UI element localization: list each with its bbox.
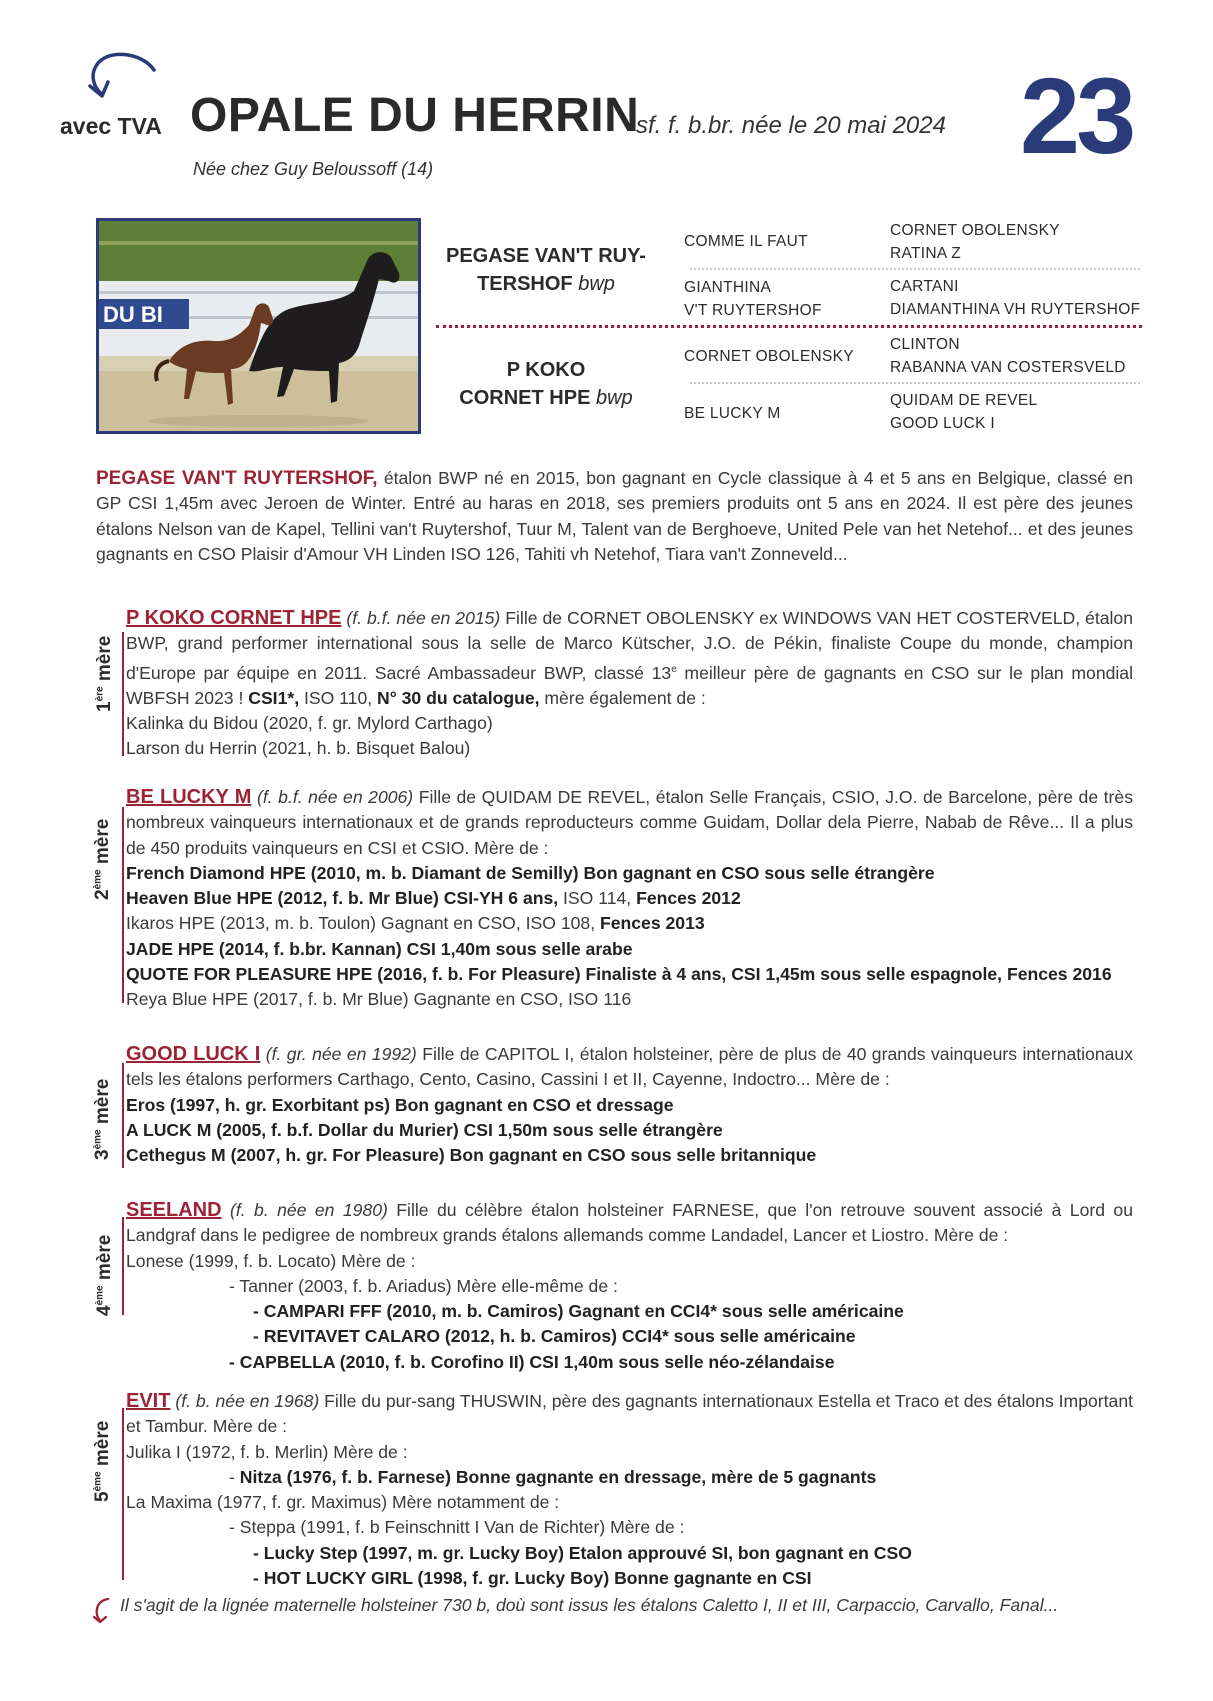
dam-name-line1: P KOKO xyxy=(506,359,586,381)
dam-name-line2-wrap xyxy=(430,384,662,412)
nitza-dash: - xyxy=(229,1466,240,1487)
pedigree-dam xyxy=(430,356,662,412)
mare-3-produce-3: Cethegus M (2007, h. gr. For Pleasure) Bon gagnant en CSO sous selle britannique xyxy=(126,1145,817,1166)
gen-word: mère xyxy=(92,818,113,870)
mare-2-produce-french-diamond: French Diamond HPE (2010, m. b. Diamant de Semilly) Bon gagnant en CSO sous selle étrangère xyxy=(126,862,935,883)
lot-number: 23 xyxy=(1020,55,1133,176)
sire-name-line2-wrap xyxy=(430,270,662,298)
gen-word: mère xyxy=(94,1234,115,1286)
mare-4-revitavet: - REVITAVET CALARO (2012, h. b. Camiros) CCI4* sous selle américaine xyxy=(253,1326,856,1347)
sire-name-line2: TERSHOF xyxy=(477,273,573,295)
gen-bar xyxy=(122,1063,124,1168)
gg-5: CLINTON xyxy=(890,336,960,353)
mare-2-info: (f. b.f. née en 2006) xyxy=(256,787,414,807)
mare-1-iso: ISO 110, xyxy=(299,687,378,708)
gg-4: DIAMANTHINA VH RUYTERSHOF xyxy=(890,301,1141,318)
mare-5-lucky-step: - Lucky Step (1997, m. gr. Lucky Boy) Etalon approuvé SI, bon gagnant en CSO xyxy=(253,1542,912,1563)
mare-5-nitza xyxy=(126,1465,1133,1490)
mare-1-info: (f. b.f. née en 2015) xyxy=(346,608,501,628)
gen-number: 4 xyxy=(94,1305,115,1316)
mare-1-produce-1: Kalinka du Bidou (2020, f. gr. Mylord Carthago) xyxy=(126,713,493,734)
mare-2-produce-ikaros xyxy=(126,911,1133,936)
gen-word: mère xyxy=(94,635,115,687)
gen-bar xyxy=(122,807,124,1003)
mare-1-produce-2: Larson du Herrin (2021, h. b. Bisquet Balou) xyxy=(126,738,471,759)
mare-1-text-b: meilleur père de gagnants en CSO sur le plan mondial WBFSH 2023 ! xyxy=(126,662,1133,708)
mare-2-name: BE LUCKY M xyxy=(126,786,252,808)
gen-number: 2 xyxy=(92,889,113,900)
mare-1-text-sup: e xyxy=(671,663,677,675)
mare-3-text: Fille de CAPITOL I, étalon holsteiner, père de plus de 40 grands vainqueurs internationaux tels les étalons performers Carthago, Cento, Casino, Cassini I et II, Cayenne, Indoctro... Mère de : xyxy=(126,1044,1133,1090)
sire-dam-line2: V'T RUYTERSHOF xyxy=(684,302,822,319)
gen-label-2 xyxy=(92,819,114,900)
sire-dam-line1: GIANTHINA xyxy=(684,279,772,296)
mare-1-block xyxy=(126,606,1133,762)
curved-arrow-icon xyxy=(76,48,166,108)
gen-number: 3 xyxy=(92,1149,113,1160)
gg-6: RABANNA VAN COSTERSVELD xyxy=(890,359,1126,376)
mare-1-text-a: Fille de CORNET OBOLENSKY ex WINDOWS VAN HET COSTERVELD, étalon BWP, grand performer international sous la selle de Marco Kütscher, J.O. de Pékin, finaliste Coupe du monde, champion d'Europe par équipe en 2011. Sacré Ambassadeur BWP, classé 13 xyxy=(126,608,1133,683)
mare-2-produce-reya: Reya Blue HPE (2017, f. b. Mr Blue) Gagnante en CSO, ISO 116 xyxy=(126,989,632,1010)
mare-3-block xyxy=(126,1042,1133,1168)
mare-4-campari: - CAMPARI FFF (2010, m. b. Camiros) Gagnant en CCI4* sous selle américaine xyxy=(253,1301,904,1322)
gen-bar xyxy=(122,632,124,756)
pedigree-gg-block-4 xyxy=(890,389,1037,435)
mare-5-block xyxy=(126,1389,1133,1591)
gg-8: GOOD LUCK I xyxy=(890,415,995,432)
sire-paragraph-name: PEGASE VAN'T RUYTERSHOF, xyxy=(96,468,378,489)
sire-name-line1: PEGASE VAN'T RUY- xyxy=(446,245,646,267)
gen-label-4 xyxy=(94,1235,116,1316)
gen-number: 1 xyxy=(94,701,115,712)
mare-2-produce-jade: JADE HPE (2014, f. b.br. Kannan) CSI 1,40m sous selle arabe xyxy=(126,938,633,959)
pedigree-sire-sire: COMME IL FAUT xyxy=(684,233,808,250)
mare-4-info: (f. b. née en 1980) xyxy=(230,1200,388,1220)
mare-2-produce-heaven-blue xyxy=(126,886,1133,911)
sire-paragraph-text: étalon BWP né en 2015, bon gagnant en Cycle classique à 4 et 5 ans en Belgique, classé en GP CSI 1,45m avec Jeroen de Winter. Entré au haras en 2018, ses premiers produits ont 5 ans en 2024. Il est père des jeunes étalons Nelson van de Kapel, Tellini van't Ruytershof, Tuur M, Talent van de Berghoeve, United Pele van het Netehof... et des jeunes gagnants en CSO Plaisir d'Amour VH Linden ISO 126, Tahiti vh Netehof, Tiara van't Zonneveld... xyxy=(96,468,1133,564)
horse-description: sf. f. b.br. née le 20 mai 2024 xyxy=(636,112,946,139)
mare-3-intro xyxy=(126,1042,1133,1093)
pedigree-gg-block-1 xyxy=(890,219,1060,265)
gen-bar xyxy=(122,1408,124,1580)
mare-5-julika: Julika I (1972, f. b. Merlin) Mère de : xyxy=(126,1441,408,1462)
sire-paragraph xyxy=(96,466,1133,567)
pedigree-gg-block-3 xyxy=(890,333,1126,379)
gen-label-1 xyxy=(94,636,116,712)
gen-label-5 xyxy=(92,1421,114,1502)
sire-breed: bwp xyxy=(578,273,615,295)
mare-4-name: SEELAND xyxy=(126,1199,222,1221)
mare-4-text: Fille du célèbre étalon holsteiner FARNESE, que l'on retrouve souvent associé à Lord ou Landgraf dans le pedigree de nombreux grands étalons allemands comme Landadel, Lancer et Liostro. Mère de : xyxy=(126,1200,1134,1246)
gen-word: mère xyxy=(92,1078,113,1130)
gen-label-3 xyxy=(92,1079,114,1160)
gen-number: 5 xyxy=(92,1491,113,1502)
horse-name: OPALE DU HERRIN xyxy=(190,89,640,142)
mare-2-block xyxy=(126,785,1133,1013)
mare-1-catalogue: N° 30 du catalogue, xyxy=(377,687,540,708)
ikaros-fences: Fences 2013 xyxy=(599,913,705,934)
mare-2-text: Fille de QUIDAM DE REVEL, étalon Selle Français, CSIO, J.O. de Barcelone, père de très nombreux vainqueurs internationaux et de grands reproducteurs comme Guidam, Dollar dela Pierre, Nabab de Rêve... Il a plus de 450 produits vainqueurs en CSI et CSIO. Mère de : xyxy=(126,787,1133,858)
banner-text: DU BI xyxy=(103,302,163,327)
dam-name-line2: CORNET HPE xyxy=(459,387,591,409)
gen-sup: ème xyxy=(92,869,104,890)
mare-2-produce-quote: QUOTE FOR PLEASURE HPE (2016, f. b. For Pleasure) Finaliste à 4 ans, CSI 1,45m sous selle espagnole, Fences 2016 xyxy=(126,964,1112,985)
mare-3-name: GOOD LUCK I xyxy=(126,1043,261,1065)
gg-2: RATINA Z xyxy=(890,245,962,262)
pedigree-sire-dam xyxy=(684,276,822,322)
mare-5-info: (f. b. née en 1968) xyxy=(175,1391,320,1411)
mare-1-tail: mère également de : xyxy=(539,687,706,708)
mare-3-produce-1: Eros (1997, h. gr. Exorbitant ps) Bon gagnant en CSO et dressage xyxy=(126,1094,674,1115)
mare-4-intro xyxy=(126,1198,1133,1249)
pedigree-dam-sire: CORNET OBOLENSKY xyxy=(684,348,854,365)
ikaros-text: Ikaros HPE (2013, m. b. Toulon) Gagnant en CSO, ISO 108, xyxy=(126,913,600,934)
heaven-blue-iso: ISO 114, xyxy=(558,888,637,909)
gg-1: CORNET OBOLENSKY xyxy=(890,222,1060,239)
dam-breed: bwp xyxy=(595,387,633,409)
heaven-blue-bold: Heaven Blue HPE (2012, f. b. Mr Blue) CSI-YH 6 ans, xyxy=(126,888,559,909)
mare-5-steppa: - Steppa (1991, f. b Feinschnitt I Van de Richter) Mère de : xyxy=(229,1517,685,1538)
mare-5-intro xyxy=(126,1389,1133,1440)
pedigree-divider xyxy=(690,382,1140,384)
pedigree-main-divider xyxy=(436,325,1142,328)
mare-1-name: P KOKO CORNET HPE xyxy=(126,607,342,629)
vat-label: avec TVA xyxy=(60,113,162,139)
mare-4-capbella: - CAPBELLA (2010, f. b. Corofino II) CSI 1,40m sous selle néo-zélandaise xyxy=(229,1351,835,1372)
pedigree-gg-block-2 xyxy=(890,275,1140,321)
heaven-blue-fences: Fences 2012 xyxy=(636,888,741,909)
gen-word: mère xyxy=(92,1420,113,1472)
mare-3-info: (f. gr. née en 1992) xyxy=(265,1044,417,1064)
gen-sup: ème xyxy=(92,1471,104,1492)
gen-sup: ème xyxy=(94,1285,106,1306)
mare-1-csi: CSI1*, xyxy=(248,687,300,708)
mare-5-maxima: La Maxima (1977, f. gr. Maximus) Mère notamment de : xyxy=(126,1492,560,1513)
mare-1-intro xyxy=(126,606,1133,711)
pedigree-divider xyxy=(690,268,1140,270)
pedigree-dam-dam: BE LUCKY M xyxy=(684,405,781,422)
mare-3-produce-2: A LUCK M (2005, f. b.f. Dollar du Murier) CSI 1,50m sous selle étrangère xyxy=(126,1119,723,1140)
pedigree-sire xyxy=(430,242,662,298)
mare-4-block xyxy=(126,1198,1133,1375)
nitza-text: Nitza (1976, f. b. Farnese) Bonne gagnante en dressage, mère de 5 gagnants xyxy=(239,1466,877,1487)
mare-4-lonese: Lonese (1999, f. b. Locato) Mère de : xyxy=(126,1250,416,1271)
gen-sup: ème xyxy=(92,1129,104,1150)
mare-4-tanner: - Tanner (2003, f. b. Ariadus) Mère elle-même de : xyxy=(229,1275,618,1296)
gen-sup: ère xyxy=(94,686,106,702)
gg-7: QUIDAM DE REVEL xyxy=(890,392,1038,409)
gg-3: CARTANI xyxy=(890,278,959,295)
gen-bar xyxy=(122,1217,124,1315)
hook-arrow-icon xyxy=(88,1595,114,1625)
mare-2-intro xyxy=(126,785,1133,861)
mare-5-name: EVIT xyxy=(126,1390,171,1412)
horse-photo xyxy=(96,218,421,434)
maternal-line-note: Il s'agit de la lignée maternelle holsteiner 730 b, doù sont issus les étalons Caletto I, II et III, Carpaccio, Carvallo, Fanal... xyxy=(120,1595,1059,1615)
mare-5-text: Fille du pur-sang THUSWIN, père des gagnants internationaux Estella et Traco et des étalons Important et Tambur. Mère de : xyxy=(126,1391,1133,1437)
breeder-line: Née chez Guy Beloussoff (14) xyxy=(193,159,434,179)
mare-5-hot-lucky-girl: - HOT LUCKY GIRL (1998, f. gr. Lucky Boy) Bonne gagnante en CSI xyxy=(253,1568,812,1589)
horse-photo-illustration xyxy=(99,221,418,431)
